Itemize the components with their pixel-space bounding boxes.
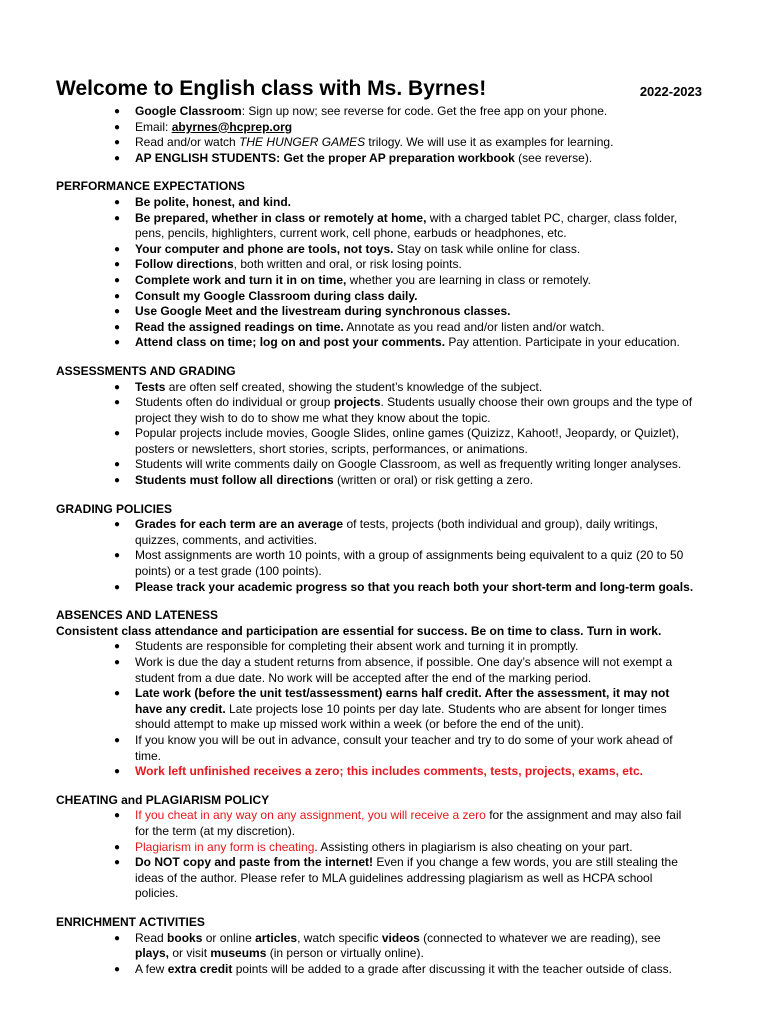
text-run: trilogy. We will use it as examples for learning. <box>365 135 614 150</box>
text-run: Email: <box>135 119 172 134</box>
section-list <box>56 808 738 902</box>
bullet-item <box>56 580 696 596</box>
bullet-dot-icon: ● <box>114 290 121 302</box>
text-run: Do NOT copy and paste from the internet! <box>135 855 374 870</box>
text-run: , watch specific <box>297 930 382 945</box>
text-run: . Students usually choose their own groups and the type of project they wish to do to show me what they know about the topic. <box>135 395 693 425</box>
bullet-item <box>56 104 696 120</box>
text-run: Use Google Meet and the livestream during synchronous classes. <box>135 304 511 319</box>
text-run: books <box>167 930 203 945</box>
bullet-dot-icon: ● <box>114 550 121 562</box>
bullet-dot-icon: ● <box>114 581 121 593</box>
bullet-dot-icon: ● <box>114 475 121 487</box>
text-run: (connected to whatever we are reading), see <box>419 930 661 945</box>
text-run: A few <box>135 961 168 976</box>
bullet-item <box>56 855 696 902</box>
text-run: Popular projects include movies, Google Slides, online games (Quizizz, Kahoot!, Jeopardy, or Quizlet), posters or newsletters, short stories, scripts, performances, or animations. <box>135 426 680 456</box>
text-run: abyrnes@hcprep.org <box>171 119 293 134</box>
text-run: Work is due the day a student returns from absence, if possible. One day’s absence will not exempt a student from a due date. No work will be accepted after the end of the marking period. <box>135 655 673 685</box>
text-run: THE HUNGER GAMES <box>239 135 366 150</box>
section-heading: GRADING POLICIES <box>56 501 173 516</box>
section-heading: ENRICHMENT ACTIVITIES <box>56 914 205 929</box>
text-run: (see reverse). <box>514 150 593 165</box>
bullet-item <box>56 639 696 655</box>
bullet-dot-icon: ● <box>114 152 121 164</box>
text-run: , both written and oral, or risk losing points. <box>233 257 462 272</box>
section-list <box>56 380 738 489</box>
bullet-dot-icon: ● <box>114 259 121 271</box>
bullet-dot-icon: ● <box>114 397 121 409</box>
text-run: whether you are learning in class or remotely. <box>346 272 591 287</box>
bullet-item <box>56 808 696 839</box>
text-run: Read <box>135 930 168 945</box>
text-run: Most assignments are worth 10 points, with a group of assignments being equivalent to a quiz (20 to 50 points) or a test grade (100 points). <box>135 548 684 579</box>
bullet-dot-icon: ● <box>114 321 121 333</box>
section-list <box>56 195 738 351</box>
text-run: Read and/or watch <box>135 135 240 150</box>
bullet-dot-icon: ● <box>114 381 121 393</box>
bullet-item <box>56 289 696 305</box>
bullet-dot-icon: ● <box>114 688 121 700</box>
text-run: If you know you will be out in advance, consult your teacher and try to do some of your work ahead of time. <box>135 732 673 763</box>
school-year: 2022-2023 <box>639 84 702 99</box>
section-heading: ABSENCES AND LATENESS <box>56 608 219 623</box>
bullet-item <box>56 195 696 211</box>
bullet-item <box>56 840 696 856</box>
text-run: Read the assigned readings on time. <box>135 319 344 334</box>
bullet-dot-icon: ● <box>114 137 121 149</box>
text-run: for the assignment and may also fail for the term (at my discretion). <box>135 808 682 838</box>
text-run: with a charged tablet PC, charger, class folder, pens, pencils, highlighters, current work, cell phone, earbuds or headphones, etc. <box>135 210 678 241</box>
bullet-dot-icon: ● <box>114 932 121 944</box>
sections-container <box>56 179 738 977</box>
text-run: Follow directions <box>135 257 234 272</box>
bullet-dot-icon: ● <box>114 810 121 822</box>
text-run: extra credit <box>167 961 233 976</box>
bullet-item <box>56 655 696 686</box>
section-heading: ASSESSMENTS AND GRADING <box>56 363 236 378</box>
text-run: Students will write comments daily on Google Classroom, as well as frequently writing longer analyses. <box>135 457 682 472</box>
text-run: Be prepared, whether in class or remotely at home, <box>135 210 427 225</box>
section-list <box>56 931 738 978</box>
text-run: videos <box>381 930 420 945</box>
bullet-dot-icon: ● <box>114 106 121 117</box>
text-run: Pay attention. Participate in your education. <box>445 335 680 350</box>
bullet-item <box>56 733 696 764</box>
bullet-dot-icon: ● <box>114 243 121 255</box>
bullet-item <box>56 426 696 457</box>
bullet-dot-icon: ● <box>114 459 121 471</box>
text-run: museums <box>210 946 267 961</box>
text-run: Students must follow all directions <box>135 473 334 488</box>
bullet-dot-icon: ● <box>114 212 121 224</box>
text-run: Work left unfinished receives a zero; this includes comments, tests, projects, exams, etc. <box>135 764 643 779</box>
bullet-item <box>56 517 696 548</box>
title-row <box>56 76 704 102</box>
bullet-item <box>56 457 696 473</box>
bullet-item <box>56 151 696 167</box>
bullet-dot-icon: ● <box>114 857 121 869</box>
bullet-item <box>56 473 696 489</box>
text-run: or visit <box>169 946 211 961</box>
text-run: projects <box>333 395 381 410</box>
text-run: Be polite, honest, and kind. <box>135 194 292 209</box>
page-title: Welcome to English class with Ms. Byrnes! <box>56 77 487 100</box>
text-run: Google Classroom <box>135 104 242 118</box>
text-run: of tests, projects (both individual and group), daily writings, quizzes, comments, and activities. <box>135 517 658 547</box>
bullet-item <box>56 320 696 336</box>
bullet-item <box>56 242 696 258</box>
bullet-item <box>56 395 696 426</box>
section-heading: CHEATING and PLAGIARISM POLICY <box>56 792 270 807</box>
bullet-dot-icon: ● <box>114 306 121 318</box>
bullet-dot-icon: ● <box>114 196 121 208</box>
text-run: Your computer and phone are tools, not toys. <box>135 241 394 256</box>
bullet-dot-icon: ● <box>114 734 121 746</box>
text-run: (written or oral) or risk getting a zero. <box>333 473 534 488</box>
text-run: (in person or virtually online). <box>266 946 424 961</box>
text-run: Please track your academic progress so that you reach both your short-term and long-term goals. <box>135 579 694 594</box>
bullet-item <box>56 273 696 289</box>
text-run: Stay on task while online for class. <box>393 241 581 256</box>
bullet-dot-icon: ● <box>114 519 121 531</box>
bullet-dot-icon: ● <box>114 963 121 975</box>
bullet-item <box>56 120 696 136</box>
bullet-item <box>56 548 696 579</box>
text-run: AP ENGLISH STUDENTS: Get the proper AP preparation workbook <box>135 150 515 165</box>
text-run: : Sign up now; see reverse for code. Get the free app on your phone. <box>241 104 608 118</box>
text-run: Consult my Google Classroom during class daily. <box>135 288 418 303</box>
bullet-dot-icon: ● <box>114 121 121 133</box>
bullet-item <box>56 686 696 733</box>
text-run: Even if you change a few words, you are still stealing the ideas of the author. Please refer to MLA guidelines addressing plagiarism as well as HCPA school policies. <box>135 855 678 901</box>
text-run: Attend class on time; log on and post your comments. <box>135 335 446 350</box>
section-heading: PERFORMANCE EXPECTATIONS <box>56 179 245 194</box>
bullet-item <box>56 304 696 320</box>
section-list <box>56 639 738 779</box>
text-run: points will be added to a grade after discussing it with the teacher outside of class. <box>232 961 672 976</box>
text-run: are often self created, showing the student’s knowledge of the subject. <box>165 379 543 394</box>
section-list <box>56 517 738 595</box>
intro-list <box>56 104 738 166</box>
bullet-item <box>56 380 696 396</box>
bullet-item <box>56 257 696 273</box>
text-run: Late projects lose 10 points per day late. Students who are absent for longer times should attempt to make up missed work within a week (or before the end of the unit). <box>135 701 667 732</box>
text-run: . Assisting others in plagiarism is also cheating on your part. <box>314 839 633 854</box>
text-run: plays, <box>135 946 170 961</box>
bullet-item <box>56 931 696 962</box>
text-run: Tests <box>135 379 166 394</box>
bullet-dot-icon: ● <box>114 337 121 349</box>
section-subheading: Consistent class attendance and participation are essential for success. Be on time to class. Turn in work. <box>56 623 662 638</box>
bullet-item <box>56 135 696 151</box>
bullet-dot-icon: ● <box>114 657 121 668</box>
bullet-dot-icon: ● <box>114 766 121 778</box>
bullet-item <box>56 211 696 242</box>
text-run: Plagiarism in any form is cheating <box>135 839 315 854</box>
text-run: or online <box>202 930 256 945</box>
text-run: Complete work and turn it in on time, <box>135 272 347 287</box>
text-run: Students often do individual or group <box>135 395 334 410</box>
text-run: Grades for each term are an average <box>135 517 344 532</box>
bullet-item <box>56 335 696 351</box>
text-run: Annotate as you read and/or listen and/or watch. <box>343 319 605 334</box>
bullet-dot-icon: ● <box>114 641 121 653</box>
text-run: Late work (before the unit test/assessment) earns half credit. After the assessment, it may not have any credit. <box>135 686 670 716</box>
bullet-dot-icon: ● <box>114 841 121 853</box>
text-run: articles <box>255 930 298 945</box>
bullet-dot-icon: ● <box>114 274 121 286</box>
text-run: If you cheat in any way on any assignment, you will receive a zero <box>135 808 486 823</box>
bullet-item <box>56 764 696 780</box>
bullet-dot-icon: ● <box>114 428 121 440</box>
text-run: Students are responsible for completing their absent work and turning it in promptly. <box>135 639 579 654</box>
bullet-item <box>56 962 696 978</box>
